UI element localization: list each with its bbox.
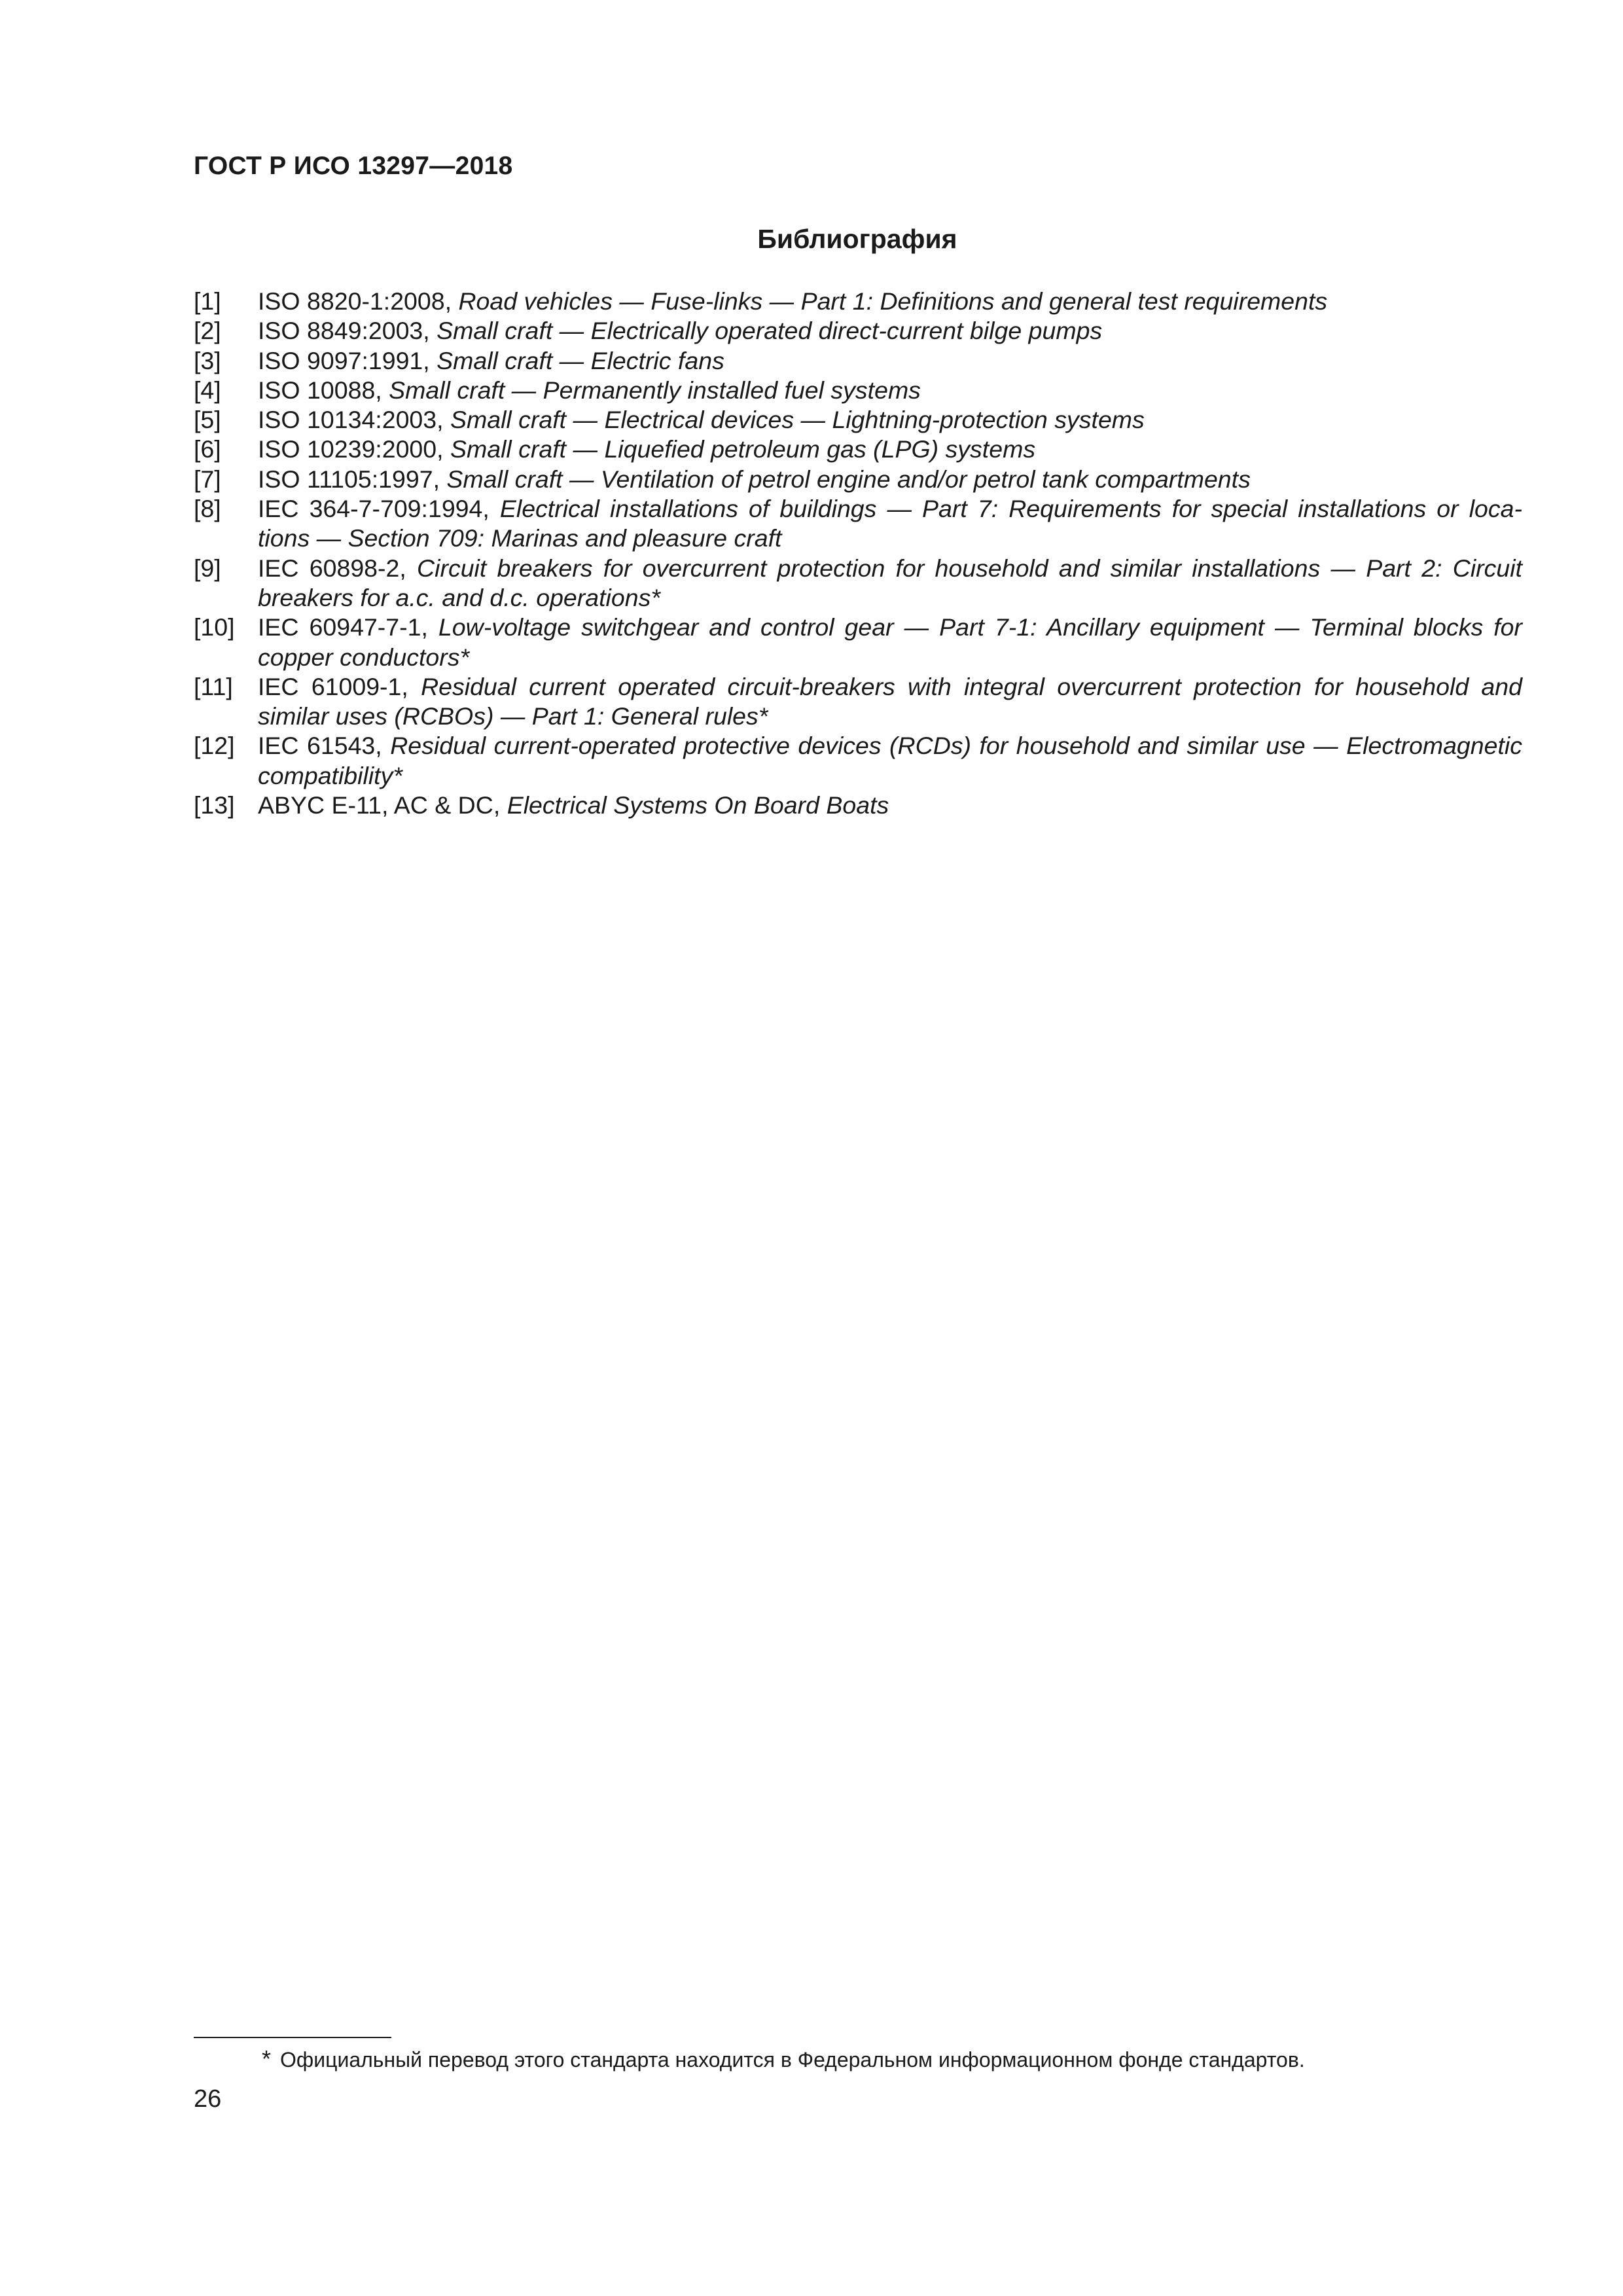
bibliography-entry	[194, 287, 1522, 316]
bibliography-entry-title: Low-voltage switchgear and control gear — Part 7-1: Ancillary equipment — Terminal blocks for copper conductors*	[258, 613, 1522, 671]
bibliography-entry-number: [12]	[194, 732, 235, 760]
bibliography-entry-title: Small craft — Electric fans	[437, 346, 724, 374]
bibliography-entry	[194, 791, 1522, 820]
bibliography-entry-number: [10]	[194, 613, 235, 641]
bibliography-entry-title: Residual current-operated protective devices (RCDs) for household and similar use — Electromagnetic compatibility*	[258, 732, 1523, 789]
bibliography-entry-number: [4]	[194, 376, 221, 404]
bibliography-entry-title: Small craft — Ventilation of petrol engine and/or petrol tank compartments	[446, 465, 1251, 493]
bibliography-entry-code: ABYC E-11, AC & DC,	[258, 791, 507, 819]
bibliography-entry-title: Small craft — Permanently installed fuel systems	[389, 376, 921, 404]
footnote-separator	[194, 2037, 391, 2038]
bibliography-entry-number: [1]	[194, 287, 221, 315]
bibliography-entry-code: IEC 61543,	[258, 732, 391, 760]
bibliography-entry-code: IEC 60898-2,	[258, 554, 418, 582]
bibliography-entry-number: [9]	[194, 554, 221, 582]
bibliography-entry-code: ISO 10134:2003,	[258, 406, 450, 434]
bibliography-entry-number: [2]	[194, 317, 221, 345]
bibliography-entry	[194, 613, 1522, 672]
bibliography-entry-code: ISO 10239:2000,	[258, 435, 450, 463]
bibliography-entry-code: IEC 61009-1,	[258, 672, 421, 700]
page-number: 26	[194, 2085, 222, 2113]
section-title: Библиография	[757, 224, 957, 254]
bibliography-entry-title: Residual current operated circuit-breakers with integral overcurrent protection for household and similar uses (RCBOs) — Part 1: General rules*	[258, 672, 1523, 730]
bibliography-entry	[194, 554, 1522, 613]
bibliography-entry	[194, 494, 1522, 554]
bibliography-entry-title: Electrical installations of buildings — Part 7: Requirements for special installations or loca-tions — Section 709: Marinas and pleasure craft	[258, 495, 1522, 552]
bibliography-list	[194, 287, 1522, 820]
bibliography-entry-number: [13]	[194, 791, 235, 819]
bibliography-entry-number: [6]	[194, 435, 221, 463]
bibliography-entry-number: [7]	[194, 465, 221, 493]
bibliography-entry-code: ISO 11105:1997,	[258, 465, 447, 493]
bibliography-entry-title: Small craft — Liquefied petroleum gas (LPG) systems	[450, 435, 1036, 463]
bibliography-entry-code: ISO 10088,	[258, 376, 389, 404]
bibliography-entry-code: ISO 8820-1:2008,	[258, 287, 459, 315]
bibliography-entry-code: IEC 364-7-709:1994,	[258, 495, 500, 523]
bibliography-entry	[194, 731, 1522, 791]
bibliography-entry	[194, 376, 1522, 405]
bibliography-entry-number: [3]	[194, 346, 221, 374]
bibliography-entry-title: Electrical Systems On Board Boats	[507, 791, 889, 819]
bibliography-entry	[194, 435, 1522, 464]
bibliography-entry	[194, 465, 1522, 494]
bibliography-entry-title: Small craft — Electrical devices — Lightning-protection systems	[450, 406, 1145, 434]
bibliography-entry	[194, 405, 1522, 435]
bibliography-entry	[194, 316, 1522, 346]
bibliography-entry-title: Small craft — Electrically operated direct-current bilge pumps	[437, 317, 1103, 345]
bibliography-entry-code: IEC 60947-7-1,	[258, 613, 438, 641]
bibliography-entry-code: ISO 8849:2003,	[258, 317, 437, 345]
footnote-mark: *	[262, 2045, 272, 2072]
bibliography-entry-title: Circuit breakers for overcurrent protection for household and similar installations — Part 2: Circuit breakers for a.c. and d.c. operations*	[258, 554, 1522, 611]
bibliography-entry-number: [5]	[194, 406, 221, 434]
document-designation: ГОСТ Р ИСО 13297—2018	[194, 152, 513, 180]
bibliography-entry-number: [11]	[194, 672, 233, 700]
bibliography-entry	[194, 672, 1522, 732]
bibliography-entry-title: Road vehicles — Fuse-links — Part 1: Definitions and general test requirements	[458, 287, 1328, 315]
bibliography-entry-number: [8]	[194, 495, 221, 523]
bibliography-entry-code: ISO 9097:1991,	[258, 346, 437, 374]
footnote-text: Официальный перевод этого стандарта находится в Федеральном информационном фонде стандартов.	[280, 2048, 1305, 2072]
footnote	[262, 2046, 1305, 2073]
bibliography-entry	[194, 346, 1522, 376]
